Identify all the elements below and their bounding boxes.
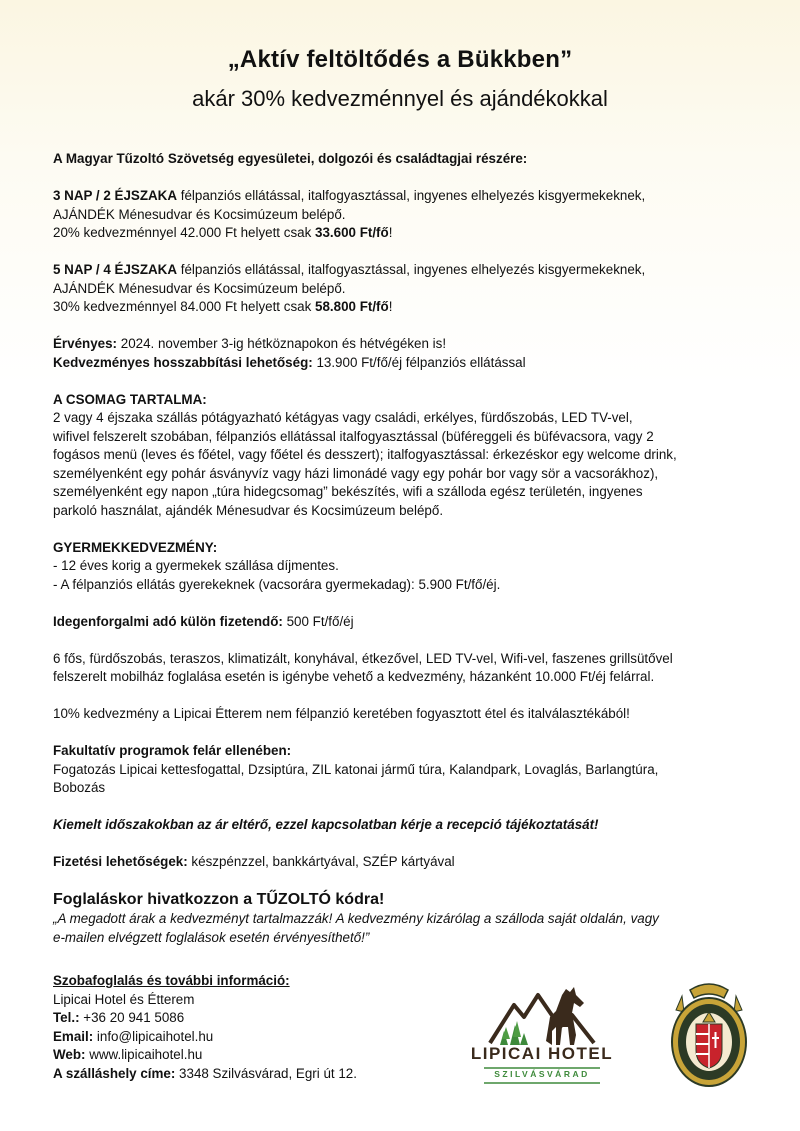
offer-5-label: 5 NAP / 4 ÉJSZAKA xyxy=(53,262,178,277)
tel-label: Tel.: xyxy=(53,1010,80,1025)
offer-5-gift: AJÁNDÉK Ménesudvar és Kocsimúzeum belépő. xyxy=(53,280,346,296)
contact-email xyxy=(53,1028,357,1047)
package-line: személyenként egy pohár ásványvíz vagy házi limonádé vagy egy pohár bor vagy sör a vacsorákhoz), xyxy=(53,465,659,481)
mobile-home-line: felszerelt mobilház foglalása esetén is igénybe vehető a kedvezmény, házanként 10.000 Ft/éj felárral. xyxy=(53,669,655,684)
contact-tel xyxy=(53,1009,357,1028)
offer-5-end: ! xyxy=(388,299,393,314)
contact-block xyxy=(53,972,357,1083)
page-title: „Aktív feltöltődés a Bükkben” xyxy=(227,46,573,73)
children-line: - 12 éves korig a gyermekek szállása díjmentes. xyxy=(53,558,339,573)
offer-3-price: 33.600 Ft/fő xyxy=(315,225,389,240)
children-heading: GYERMEKKEDVEZMÉNY: xyxy=(53,539,218,555)
address-value: 3348 Szilvásvárad, Egri út 12. xyxy=(175,1065,357,1081)
email-label: Email: xyxy=(53,1028,94,1044)
programs-heading: Fakultatív programok felár ellenében: xyxy=(53,743,292,758)
address-label: A szálláshely címe: xyxy=(53,1065,176,1081)
payment-line xyxy=(53,853,753,872)
tax-label: Idegenforgalmi adó külön fizetendő: xyxy=(53,613,283,629)
audience-line: A Magyar Tűzoltó Szövetség egyesületei, dolgozói és családtagjai részére: xyxy=(53,151,528,166)
email-link[interactable]: info@lipicaihotel.hu xyxy=(93,1028,214,1044)
booking-title: Foglaláskor hivatkozzon a TŰZOLTÓ kódra! xyxy=(53,891,385,908)
children-line: - A félpanziós ellátás gyerekeknek (vacsorára gyermekadag): 5.900 Ft/fő/éj. xyxy=(53,576,501,592)
package-line: személyenként egy napon „túra hidegcsomag” bekészítés, wifi a szálloda egész területén, ingyenes xyxy=(53,484,643,499)
contact-hotel: Lipicai Hotel és Étterem xyxy=(53,991,195,1007)
package-line: parkoló használat, ajándék Ménesudvar és Kocsimúzeum belépő. xyxy=(53,502,444,518)
extension-label: Kedvezményes hosszabbítási lehetőség: xyxy=(53,354,313,370)
payment-text: készpénzzel, bankkártyával, SZÉP kártyával xyxy=(187,854,455,869)
period-note: Kiemelt időszakokban az ár eltérő, ezzel kapcsolatban kérje a recepció tájékoztatását! xyxy=(53,817,599,832)
payment-label: Fizetési lehetőségek: xyxy=(53,854,188,869)
offer-3-label: 3 NAP / 2 ÉJSZAKA xyxy=(53,188,178,203)
offer-5-days xyxy=(53,261,753,280)
offer-3-days xyxy=(53,187,753,206)
package-line: 2 vagy 4 éjszaka szállás pótágyazható kétágyas vagy családi, erkélyes, fürdőszobás, LED TV-vel, xyxy=(53,410,633,425)
offer-3-price-text: 20% kedvezménnyel 42.000 Ft helyett csak xyxy=(53,225,316,240)
page-subtitle: akár 30% kedvezménnyel és ajándékokkal xyxy=(192,86,608,111)
contact-heading: Szobafoglalás és további információ: xyxy=(53,973,290,988)
extension-text: 13.900 Ft/fő/éj félpanziós ellátással xyxy=(312,354,526,370)
firefighter-association-emblem-icon xyxy=(668,976,750,1090)
package-heading: A CSOMAG TARTALMA: xyxy=(53,391,207,407)
web-link[interactable]: www.lipicaihotel.hu xyxy=(85,1047,203,1062)
package-line: fogásos menü (leves és főétel, vagy főétel és desszert); italfogyasztással: érkezéskor egy welcome drink, xyxy=(53,447,677,462)
hotel-logo-subtitle: SZILVÁSVÁRAD xyxy=(494,1069,590,1079)
package-line: wifivel felszerelt szobában, félpanziós ellátással italfogyasztással (büféreggeli és büfévacsora, vagy 2 xyxy=(53,428,654,444)
offer-5-price-line xyxy=(53,298,753,317)
hotel-logo-name: LIPICAI HOTEL xyxy=(470,1044,614,1063)
offer-5-price-text: 30% kedvezménnyel 84.000 Ft helyett csak xyxy=(53,299,316,314)
validity-label: Érvényes: xyxy=(53,336,118,351)
booking-note-line: e-mailen elvégzett foglalások esetén érvényesíthető!” xyxy=(53,929,370,945)
validity-line xyxy=(53,335,753,354)
programs-line: Bobozás xyxy=(53,780,106,795)
mobile-home-line: 6 fős, fürdőszobás, teraszos, klimatizált, konyhával, étkezővel, LED TV-vel, Wifi-vel, faszenes grillsütővel xyxy=(53,650,673,666)
offer-3-price-line xyxy=(53,224,753,243)
tax-line xyxy=(53,613,753,632)
validity-text: 2024. november 3-ig hétköznapokon és hétvégéken is! xyxy=(117,336,447,351)
booking-note-line: „A megadott árak a kedvezményt tartalmazzák! A kedvezmény kizárólag a szálloda saját oldalán, vagy xyxy=(53,911,659,926)
offer-5-price: 58.800 Ft/fő xyxy=(315,299,389,314)
offer-body xyxy=(53,150,753,947)
contact-address xyxy=(53,1065,357,1084)
contact-web xyxy=(53,1046,357,1065)
offer-3-desc: félpanziós ellátással, italfogyasztással, ingyenes elhelyezés kisgyermekeknek, xyxy=(177,188,646,203)
tel-value[interactable]: +36 20 941 5086 xyxy=(79,1010,185,1025)
restaurant-discount: 10% kedvezmény a Lipicai Étterem nem félpanzió keretében fogyasztott étel és italválasztékából! xyxy=(53,706,630,721)
offer-3-gift: AJÁNDÉK Ménesudvar és Kocsimúzeum belépő. xyxy=(53,206,346,222)
offer-5-desc: félpanziós ellátással, italfogyasztással, ingyenes elhelyezés kisgyermekeknek, xyxy=(177,262,646,277)
extension-line xyxy=(53,354,753,373)
offer-3-end: ! xyxy=(388,225,393,240)
programs-line: Fogatozás Lipicai kettesfogattal, Dzsiptúra, ZIL katonai jármű túra, Kalandpark, Lovaglás, Barlangtúra, xyxy=(53,761,659,777)
web-label: Web: xyxy=(53,1047,86,1062)
tax-text: 500 Ft/fő/éj xyxy=(282,613,354,629)
